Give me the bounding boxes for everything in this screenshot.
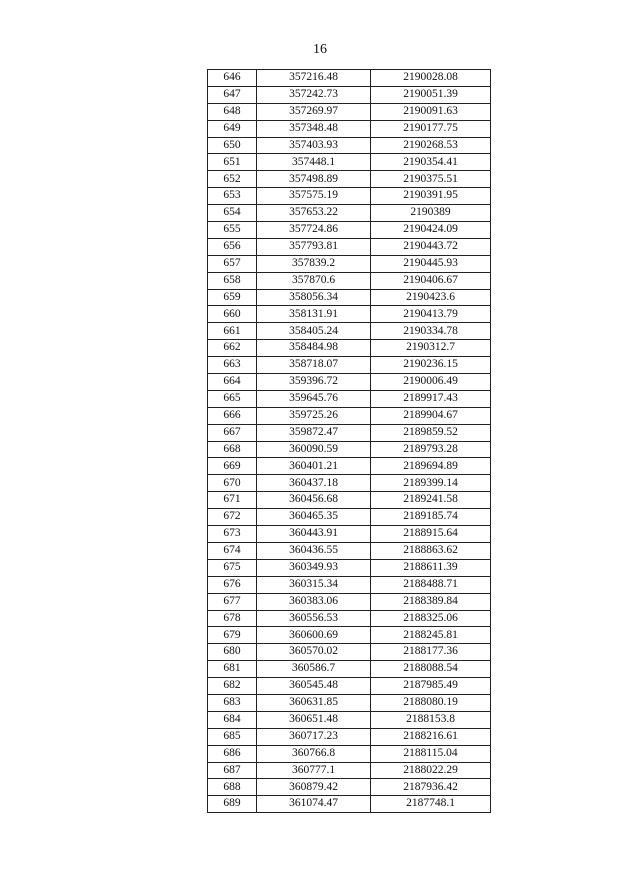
table-row: [208, 796, 491, 813]
y-coordinate-cell: 2190051.39: [371, 86, 491, 103]
y-coordinate-cell: 2188022.29: [371, 762, 491, 779]
coordinates-table-body: [208, 70, 491, 813]
table-row: [208, 779, 491, 796]
point-number-cell: 673: [208, 526, 257, 543]
point-number-cell: 655: [208, 222, 257, 239]
x-coordinate-cell: 360349.93: [257, 559, 371, 576]
point-number-cell: 687: [208, 762, 257, 779]
point-number-cell: 664: [208, 374, 257, 391]
table-row: [208, 390, 491, 407]
x-coordinate-cell: 357575.19: [257, 188, 371, 205]
y-coordinate-cell: 2189904.67: [371, 407, 491, 424]
point-number-cell: 651: [208, 154, 257, 171]
point-number-cell: 676: [208, 576, 257, 593]
table-row: [208, 70, 491, 87]
x-coordinate-cell: 360456.68: [257, 492, 371, 509]
point-number-cell: 656: [208, 238, 257, 255]
point-number-cell: 646: [208, 70, 257, 87]
y-coordinate-cell: 2188080.19: [371, 694, 491, 711]
point-number-cell: 649: [208, 120, 257, 137]
x-coordinate-cell: 360465.35: [257, 509, 371, 526]
point-number-cell: 681: [208, 661, 257, 678]
y-coordinate-cell: 2188611.39: [371, 559, 491, 576]
table-row: [208, 171, 491, 188]
y-coordinate-cell: 2188863.62: [371, 542, 491, 559]
y-coordinate-cell: 2190236.15: [371, 357, 491, 374]
table-row: [208, 424, 491, 441]
y-coordinate-cell: 2190268.53: [371, 137, 491, 154]
y-coordinate-cell: 2190354.41: [371, 154, 491, 171]
y-coordinate-cell: 2189859.52: [371, 424, 491, 441]
x-coordinate-cell: 358131.91: [257, 306, 371, 323]
x-coordinate-cell: 357269.97: [257, 103, 371, 120]
y-coordinate-cell: 2188915.64: [371, 526, 491, 543]
table-row: [208, 509, 491, 526]
table-row: [208, 205, 491, 222]
x-coordinate-cell: 357839.2: [257, 255, 371, 272]
y-coordinate-cell: 2190389: [371, 205, 491, 222]
y-coordinate-cell: 2190334.78: [371, 323, 491, 340]
x-coordinate-cell: 357653.22: [257, 205, 371, 222]
point-number-cell: 678: [208, 610, 257, 627]
table-row: [208, 323, 491, 340]
y-coordinate-cell: 2188115.04: [371, 745, 491, 762]
point-number-cell: 683: [208, 694, 257, 711]
x-coordinate-cell: 360631.85: [257, 694, 371, 711]
point-number-cell: 648: [208, 103, 257, 120]
x-coordinate-cell: 357448.1: [257, 154, 371, 171]
point-number-cell: 675: [208, 559, 257, 576]
y-coordinate-cell: 2190391.95: [371, 188, 491, 205]
point-number-cell: 682: [208, 678, 257, 695]
y-coordinate-cell: 2190413.79: [371, 306, 491, 323]
x-coordinate-cell: 358484.98: [257, 340, 371, 357]
table-row: [208, 238, 491, 255]
point-number-cell: 689: [208, 796, 257, 813]
x-coordinate-cell: 360437.18: [257, 475, 371, 492]
y-coordinate-cell: 2190177.75: [371, 120, 491, 137]
y-coordinate-cell: 2189694.89: [371, 458, 491, 475]
table-row: [208, 559, 491, 576]
table-row: [208, 357, 491, 374]
y-coordinate-cell: 2187936.42: [371, 779, 491, 796]
table-row: [208, 678, 491, 695]
table-row: [208, 694, 491, 711]
table-row: [208, 340, 491, 357]
x-coordinate-cell: 357403.93: [257, 137, 371, 154]
x-coordinate-cell: 360600.69: [257, 627, 371, 644]
point-number-cell: 663: [208, 357, 257, 374]
x-coordinate-cell: 360766.8: [257, 745, 371, 762]
table-row: [208, 289, 491, 306]
table-row: [208, 458, 491, 475]
y-coordinate-cell: 2190424.09: [371, 222, 491, 239]
x-coordinate-cell: 360777.1: [257, 762, 371, 779]
x-coordinate-cell: 360383.06: [257, 593, 371, 610]
point-number-cell: 665: [208, 390, 257, 407]
point-number-cell: 685: [208, 728, 257, 745]
table-row: [208, 441, 491, 458]
y-coordinate-cell: 2189241.58: [371, 492, 491, 509]
point-number-cell: 669: [208, 458, 257, 475]
table-row: [208, 188, 491, 205]
x-coordinate-cell: 360401.21: [257, 458, 371, 475]
x-coordinate-cell: 360545.48: [257, 678, 371, 695]
point-number-cell: 659: [208, 289, 257, 306]
x-coordinate-cell: 357724.86: [257, 222, 371, 239]
table-row: [208, 137, 491, 154]
point-number-cell: 650: [208, 137, 257, 154]
y-coordinate-cell: 2190091.63: [371, 103, 491, 120]
table-row: [208, 661, 491, 678]
point-number-cell: 657: [208, 255, 257, 272]
y-coordinate-cell: 2188153.8: [371, 711, 491, 728]
table-row: [208, 306, 491, 323]
y-coordinate-cell: 2190443.72: [371, 238, 491, 255]
point-number-cell: 660: [208, 306, 257, 323]
x-coordinate-cell: 359645.76: [257, 390, 371, 407]
x-coordinate-cell: 358405.24: [257, 323, 371, 340]
y-coordinate-cell: 2190028.08: [371, 70, 491, 87]
y-coordinate-cell: 2190006.49: [371, 374, 491, 391]
table-row: [208, 644, 491, 661]
point-number-cell: 688: [208, 779, 257, 796]
table-row: [208, 222, 491, 239]
x-coordinate-cell: 360717.23: [257, 728, 371, 745]
point-number-cell: 652: [208, 171, 257, 188]
x-coordinate-cell: 360879.42: [257, 779, 371, 796]
page-number: 16: [313, 42, 327, 57]
x-coordinate-cell: 357348.48: [257, 120, 371, 137]
y-coordinate-cell: 2187748.1: [371, 796, 491, 813]
coordinates-table: [207, 69, 491, 813]
y-coordinate-cell: 2189399.14: [371, 475, 491, 492]
table-row: [208, 374, 491, 391]
point-number-cell: 653: [208, 188, 257, 205]
y-coordinate-cell: 2189793.28: [371, 441, 491, 458]
point-number-cell: 658: [208, 272, 257, 289]
x-coordinate-cell: 360556.53: [257, 610, 371, 627]
y-coordinate-cell: 2190312.7: [371, 340, 491, 357]
y-coordinate-cell: 2189917.43: [371, 390, 491, 407]
y-coordinate-cell: 2190423.6: [371, 289, 491, 306]
table-row: [208, 103, 491, 120]
y-coordinate-cell: 2188488.71: [371, 576, 491, 593]
y-coordinate-cell: 2188245.81: [371, 627, 491, 644]
table-row: [208, 542, 491, 559]
x-coordinate-cell: 357498.89: [257, 171, 371, 188]
x-coordinate-cell: 360090.59: [257, 441, 371, 458]
x-coordinate-cell: 360570.02: [257, 644, 371, 661]
x-coordinate-cell: 361074.47: [257, 796, 371, 813]
point-number-cell: 668: [208, 441, 257, 458]
point-number-cell: 667: [208, 424, 257, 441]
table-row: [208, 745, 491, 762]
table-row: [208, 407, 491, 424]
table-row: [208, 120, 491, 137]
table-row: [208, 526, 491, 543]
table-row: [208, 711, 491, 728]
x-coordinate-cell: 358718.07: [257, 357, 371, 374]
y-coordinate-cell: 2188177.36: [371, 644, 491, 661]
x-coordinate-cell: 360315.34: [257, 576, 371, 593]
table-row: [208, 475, 491, 492]
point-number-cell: 674: [208, 542, 257, 559]
y-coordinate-cell: 2188325.06: [371, 610, 491, 627]
table-row: [208, 762, 491, 779]
point-number-cell: 677: [208, 593, 257, 610]
point-number-cell: 671: [208, 492, 257, 509]
y-coordinate-cell: 2187985.49: [371, 678, 491, 695]
point-number-cell: 679: [208, 627, 257, 644]
point-number-cell: 684: [208, 711, 257, 728]
x-coordinate-cell: 360436.55: [257, 542, 371, 559]
x-coordinate-cell: 359872.47: [257, 424, 371, 441]
point-number-cell: 680: [208, 644, 257, 661]
y-coordinate-cell: 2189185.74: [371, 509, 491, 526]
table-row: [208, 492, 491, 509]
x-coordinate-cell: 357870.6: [257, 272, 371, 289]
table-row: [208, 576, 491, 593]
point-number-cell: 686: [208, 745, 257, 762]
table-row: [208, 272, 491, 289]
x-coordinate-cell: 360651.48: [257, 711, 371, 728]
point-number-cell: 666: [208, 407, 257, 424]
table-row: [208, 627, 491, 644]
x-coordinate-cell: 359396.72: [257, 374, 371, 391]
table-row: [208, 593, 491, 610]
y-coordinate-cell: 2190375.51: [371, 171, 491, 188]
point-number-cell: 670: [208, 475, 257, 492]
x-coordinate-cell: 357242.73: [257, 86, 371, 103]
point-number-cell: 662: [208, 340, 257, 357]
x-coordinate-cell: 357216.48: [257, 70, 371, 87]
y-coordinate-cell: 2188088.54: [371, 661, 491, 678]
y-coordinate-cell: 2190445.93: [371, 255, 491, 272]
point-number-cell: 661: [208, 323, 257, 340]
y-coordinate-cell: 2188216.61: [371, 728, 491, 745]
x-coordinate-cell: 357793.81: [257, 238, 371, 255]
x-coordinate-cell: 360443.91: [257, 526, 371, 543]
point-number-cell: 654: [208, 205, 257, 222]
table-row: [208, 255, 491, 272]
y-coordinate-cell: 2190406.67: [371, 272, 491, 289]
x-coordinate-cell: 360586.7: [257, 661, 371, 678]
x-coordinate-cell: 358056.34: [257, 289, 371, 306]
table-row: [208, 86, 491, 103]
x-coordinate-cell: 359725.26: [257, 407, 371, 424]
point-number-cell: 672: [208, 509, 257, 526]
table-row: [208, 610, 491, 627]
point-number-cell: 647: [208, 86, 257, 103]
table-row: [208, 728, 491, 745]
table-row: [208, 154, 491, 171]
y-coordinate-cell: 2188389.84: [371, 593, 491, 610]
